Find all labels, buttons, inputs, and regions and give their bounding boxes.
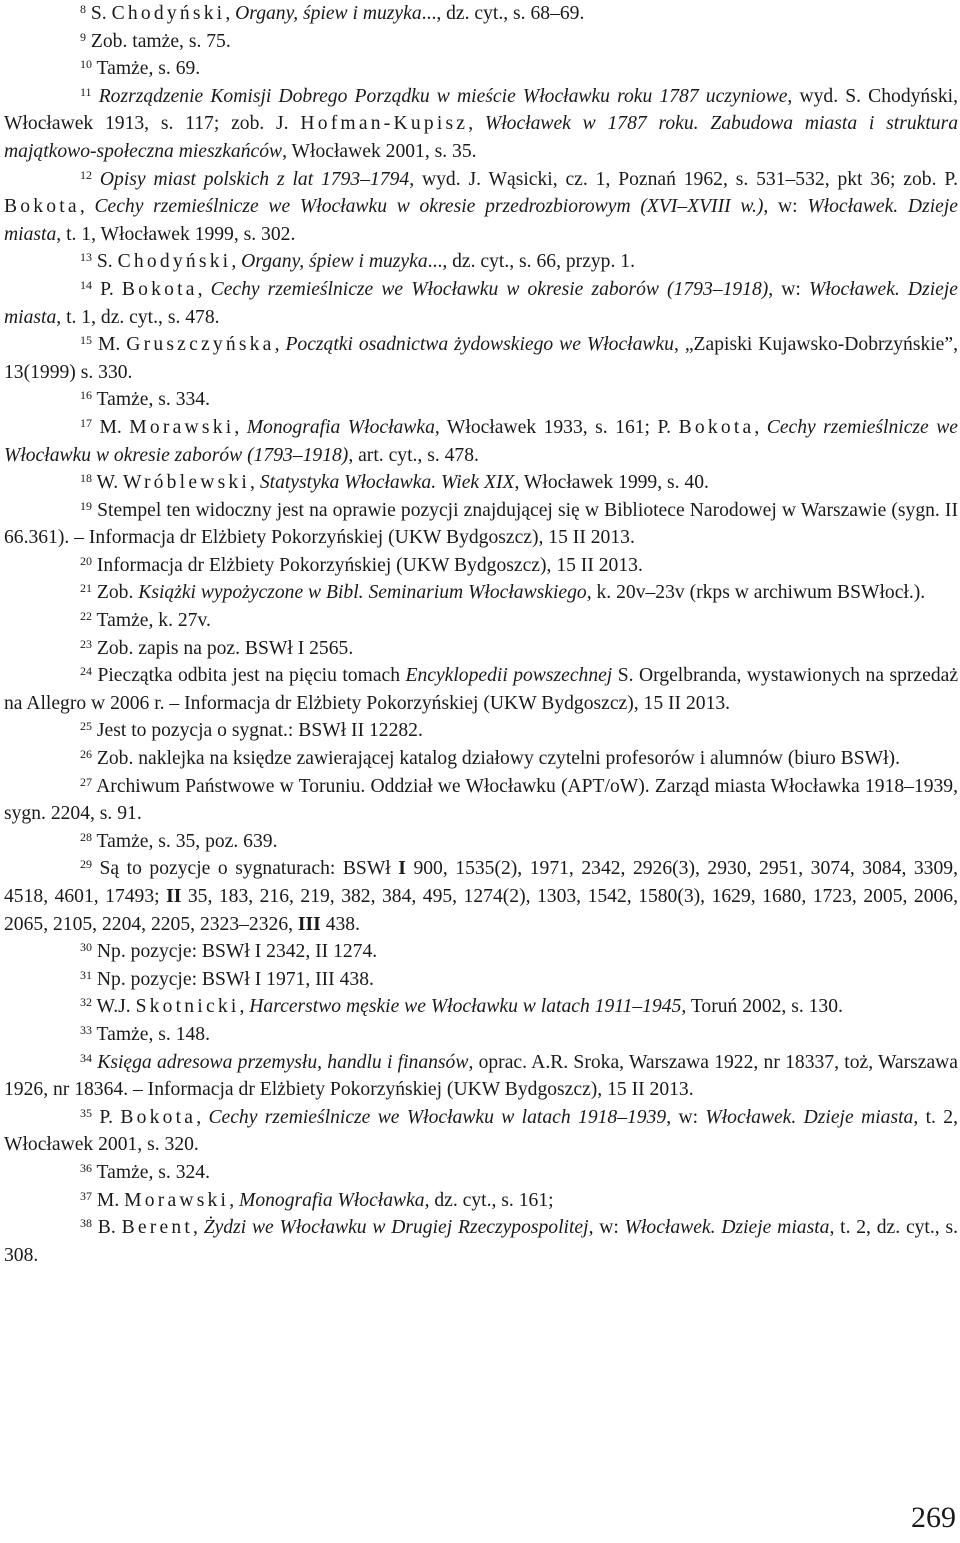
footnote-text: S. [96, 251, 118, 273]
title-text: Początki osadnictwa żydowskiego we Włocławku [285, 334, 674, 356]
footnote-text: W.J. [96, 996, 136, 1018]
footnote [4, 1159, 958, 1187]
footnote-number: 14 [80, 277, 92, 292]
footnote-text: , [225, 3, 236, 24]
title-text: Włocławek w 1787 roku. Zabudowa miasta i struktura majątkowo-społeczna mieszkańców [4, 113, 958, 162]
footnote-text: Np. pozycje: BSWł I 2342, II 1274. [96, 941, 378, 963]
title-text: Żydzi we Włocławku w Drugiej Rzeczypospolitej [203, 1217, 589, 1239]
footnote-number: 24 [80, 664, 92, 679]
footnote [4, 993, 958, 1021]
title-text: Księga adresowa przemysłu, handlu i finansów [97, 1051, 469, 1073]
footnote-text: 438. [320, 913, 360, 935]
footnote [4, 717, 958, 745]
footnote-text: , dz. cyt., s. 161; [424, 1189, 554, 1211]
footnote [4, 0, 958, 28]
footnote-number: 13 [80, 250, 92, 265]
footnote-number: 26 [80, 747, 92, 762]
author-name: Wróblewski [123, 472, 251, 494]
footnote-text: , [193, 1217, 204, 1239]
footnote-text: II [166, 886, 182, 907]
title-text: Włocławek. Dzieje miasta [624, 1217, 830, 1239]
title-text: Cechy rzemieślnicze we Włocławku w latach 1918–1939 [208, 1106, 667, 1128]
footnote-number: 35 [80, 1105, 92, 1120]
footnote-text: , [231, 251, 242, 273]
footnote-text: , t. 2, Włocławek 2001, s. 320. [4, 1106, 958, 1156]
title-text: Cechy rzemieślnicze we Włocławku w okresie przedrozbiorowym (XVI–XVIII w.) [94, 196, 764, 218]
footnote-number: 19 [80, 498, 92, 513]
footnote-text: Zob. naklejka na księdze zawierającej katalog działowy czytelni profesorów i alumnów (biuro BSWł). [96, 748, 900, 770]
footnote-number: 8 [80, 2, 86, 16]
footnote-number: 16 [80, 388, 92, 403]
title-text: Włocławek. Dzieje miasta [705, 1106, 914, 1128]
footnote [4, 662, 958, 717]
footnote-text: III [297, 913, 321, 935]
footnote-text: , w: [666, 1106, 706, 1128]
footnote-text: , wyd. J. Wąsicki, cz. 1, Poznań 1962, s. 531–532, pkt 36; zob. P. [409, 168, 958, 190]
footnote-text: , Włocławek 1933, s. 161; P. [434, 416, 679, 438]
footnote-text: , wyd. S. Chodyński, Włocławek 1913, s. 117; zob. J. [4, 85, 958, 135]
footnote-text: , [239, 996, 250, 1018]
title-text: Monografia Włocławka [246, 416, 435, 438]
footnote [4, 966, 958, 994]
footnote-text: , [229, 1189, 239, 1211]
author-name: Hofman-Kupisz [300, 113, 469, 135]
author-name: Bokota [121, 278, 198, 300]
footnote-text: ..., dz. cyt., s. 68–69. [421, 3, 585, 24]
footnote-text: Archiwum Państwowe w Toruniu. Oddział we Włocławku (APT/oW). Zarząd miasta Włocławka 1918–1939, sygn. 2204, s. 91. [4, 775, 958, 825]
footnote [4, 276, 958, 331]
footnote-number: 9 [80, 29, 86, 44]
footnote-number: 34 [80, 1050, 92, 1065]
footnote-number: 10 [80, 57, 92, 72]
footnote-number: 25 [80, 719, 92, 734]
footnote [4, 55, 958, 83]
footnote [4, 469, 958, 497]
footnote-text: Stempel ten widoczny jest na oprawie pozycji znajdującej się w Bibliotece Narodowej w Warszawie (sygn. II 66.361). – Informacja dr Elżbiety Pokorzyńskiej (UKW Bydgoszcz), 15 II 2013. [4, 499, 958, 549]
footnote [4, 28, 958, 56]
footnote [4, 1104, 958, 1159]
footnote-text: M. [99, 416, 130, 438]
footnote [4, 855, 958, 938]
footnote-number: 30 [80, 940, 92, 955]
footnote-text: , [196, 1106, 209, 1128]
footnote-text: Informacja dr Elżbiety Pokorzyńskiej (UKW Bydgoszcz), 15 II 2013. [96, 554, 643, 576]
footnote-text: P. [100, 278, 122, 300]
footnote-text: ..., dz. cyt., s. 66, przyp. 1. [427, 251, 635, 273]
footnotes-list [4, 0, 958, 1269]
footnote-text: , [234, 416, 247, 438]
author-name: Gruszczyńska [126, 334, 275, 356]
footnote-text: I [398, 858, 406, 880]
footnote-text: Tamże, s. 334. [96, 389, 210, 411]
footnote-number: 27 [80, 774, 92, 789]
footnote [4, 1187, 958, 1215]
footnote-text: , [274, 334, 286, 356]
title-text: Monografia Włocławka [239, 1189, 425, 1211]
footnote-text: , w: [763, 196, 808, 218]
footnote-text: 900, 1535(2), 1971, 2342, 2926(3), 2930, 2951, 3074, 3084, 3309, 4518, 4601, 17493; [4, 858, 958, 907]
footnote-text: , oprac. A.R. Sroka, Warszawa 1922, nr 18337, toż, Warszawa 1926, nr 18364. – Informacja dr Elżbiety Pokorzyńskiej (UKW Bydgoszcz), 15 II 2013. [4, 1051, 958, 1101]
footnote-text: Zob. [96, 582, 139, 604]
footnote-text: B. [97, 1217, 122, 1239]
title-text: Rozrządzenie Komisji Dobrego Porządku w mieście Włocławku roku 1787 uczyniowe [98, 85, 788, 107]
footnote-number: 18 [80, 471, 92, 486]
footnote-number: 31 [80, 967, 92, 982]
title-text: Organy, śpiew i muzyka [235, 3, 422, 24]
footnote-text: W. [96, 472, 124, 494]
author-name: Chodyński [111, 3, 226, 24]
footnote-text: , t. 1, dz. cyt., s. 478. [56, 306, 220, 328]
footnote-text: , [754, 416, 767, 438]
author-name: Bokota [120, 1106, 197, 1128]
footnote [4, 773, 958, 828]
footnote-text: Np. pozycje: BSWł I 1971, III 438. [96, 968, 374, 990]
footnote-number: 23 [80, 636, 92, 651]
title-text: Cechy rzemieślnicze we Włocławku w okresie zaborów (1793–1918) [210, 278, 769, 300]
footnote-text: , [250, 472, 260, 494]
footnote-number: 29 [80, 857, 92, 872]
footnote-text: S. Orgelbranda, wystawionych na sprzedaż na Allegro w 2006 r. – Informacja dr Elżbiety Pokorzyńskiej (UKW Bydgoszcz), 15 II 2013. [4, 665, 959, 714]
footnote [4, 1049, 958, 1104]
footnote-text: , t. 1, Włocławek 1999, s. 302. [56, 223, 296, 245]
footnote [4, 552, 958, 580]
title-text: Encyklopedii powszechnej [405, 665, 613, 687]
footnote [4, 166, 958, 249]
footnote [4, 635, 958, 663]
footnote [4, 938, 958, 966]
footnote-text: , Włocławek 2001, s. 35. [282, 140, 477, 162]
footnote [4, 579, 958, 607]
footnote [4, 745, 958, 773]
footnote-number: 37 [80, 1188, 92, 1203]
footnote-text: Pieczątka odbita jest na pięciu tomach [97, 665, 406, 687]
footnote [4, 1021, 958, 1049]
footnote-text: , [197, 278, 211, 300]
footnote-text: , Włocławek 1999, s. 40. [514, 472, 709, 494]
footnote-text: Jest to pozycja o sygnat.: BSWł II 12282. [96, 720, 423, 742]
footnote-text: , w: [768, 278, 809, 300]
footnote [4, 386, 958, 414]
footnote-number: 20 [80, 553, 92, 568]
title-text: Włocławek. Dzieje miasta [4, 196, 958, 245]
footnote-text: , w: [588, 1217, 625, 1239]
footnote [4, 83, 958, 166]
footnote-text: Tamże, s. 35, poz. 639. [96, 830, 278, 852]
footnote-number: 33 [80, 1022, 92, 1037]
footnote-number: 36 [80, 1160, 92, 1175]
footnote [4, 414, 958, 469]
footnote-number: 38 [80, 1216, 92, 1231]
page-number: 269 [911, 1501, 956, 1534]
footnote-text: , Toruń 2002, s. 130. [681, 996, 843, 1018]
author-name: Skotnicki [135, 996, 240, 1018]
author-name: Bokota [4, 196, 80, 218]
footnote-number: 12 [80, 167, 92, 182]
footnote-text: Tamże, s. 324. [96, 1161, 210, 1183]
footnote-text: S. [90, 3, 112, 24]
footnote-text: Zob. zapis na poz. BSWł I 2565. [96, 637, 354, 659]
author-name: Chodyński [117, 251, 232, 273]
footnote [4, 497, 958, 552]
footnote-number: 11 [80, 84, 92, 99]
title-text: Opisy miast polskich z lat 1793–1794 [99, 168, 410, 190]
title-text: Książki wypożyczone w Bibl. Seminarium Włocławskiego [138, 582, 587, 604]
footnote-text: Są to pozycje o sygnaturach: BSWł [99, 858, 399, 880]
footnote-text: M. [97, 334, 127, 356]
footnote-number: 22 [80, 609, 92, 624]
footnote-text: P. [99, 1106, 121, 1128]
footnote-text: Zob. tamże, s. 75. [90, 30, 231, 52]
footnote-number: 28 [80, 829, 92, 844]
footnote-text: Tamże, s. 69. [96, 58, 201, 80]
footnote-number: 15 [80, 333, 92, 348]
author-name: Bokota [678, 416, 755, 438]
author-name: Morawski [129, 416, 235, 438]
footnote [4, 607, 958, 635]
footnote [4, 248, 958, 276]
author-name: Morawski [124, 1189, 230, 1211]
footnote-text: M. [96, 1189, 125, 1211]
title-text: Włocławek. Dzieje miasta [4, 278, 958, 328]
footnote [4, 1214, 958, 1269]
footnote-text: Tamże, k. 27v. [96, 610, 211, 632]
title-text: Statystyka Włocławka. Wiek XIX [259, 472, 515, 494]
footnote-text: , t. 2, dz. cyt., s. 308. [4, 1217, 958, 1266]
footnote-text: , k. 20v–23v (rkps w archiwum BSWłocł.). [586, 582, 926, 604]
footnote-text: Tamże, s. 148. [96, 1023, 210, 1045]
footnote [4, 331, 958, 386]
footnote-text: , [79, 196, 95, 218]
footnote-text: , [468, 113, 485, 135]
author-name: Berent [121, 1217, 193, 1239]
footnote [4, 828, 958, 856]
footnote-number: 32 [80, 995, 92, 1010]
footnote-text: , art. cyt., s. 478. [348, 444, 479, 466]
footnote-text: 35, 183, 216, 219, 382, 384, 495, 1274(2), 1303, 1542, 1580(3), 1629, 1680, 1723, 2005, 2006, 2065, 2105, 2204, 2205, 2323–2326, [4, 886, 958, 935]
footnote-number: 17 [80, 415, 92, 430]
footnote-text: , „Zapiski Kujawsko-Dobrzyńskie”, 13(1999) s. 330. [4, 334, 958, 383]
footnote-number: 21 [80, 581, 92, 596]
title-text: Harcerstwo męskie we Włocławku w latach 1911–1945 [249, 996, 682, 1018]
title-text: Cechy rzemieślnicze we Włocławku w okresie zaborów (1793–1918) [4, 416, 958, 466]
title-text: Organy, śpiew i muzyka [241, 251, 428, 273]
